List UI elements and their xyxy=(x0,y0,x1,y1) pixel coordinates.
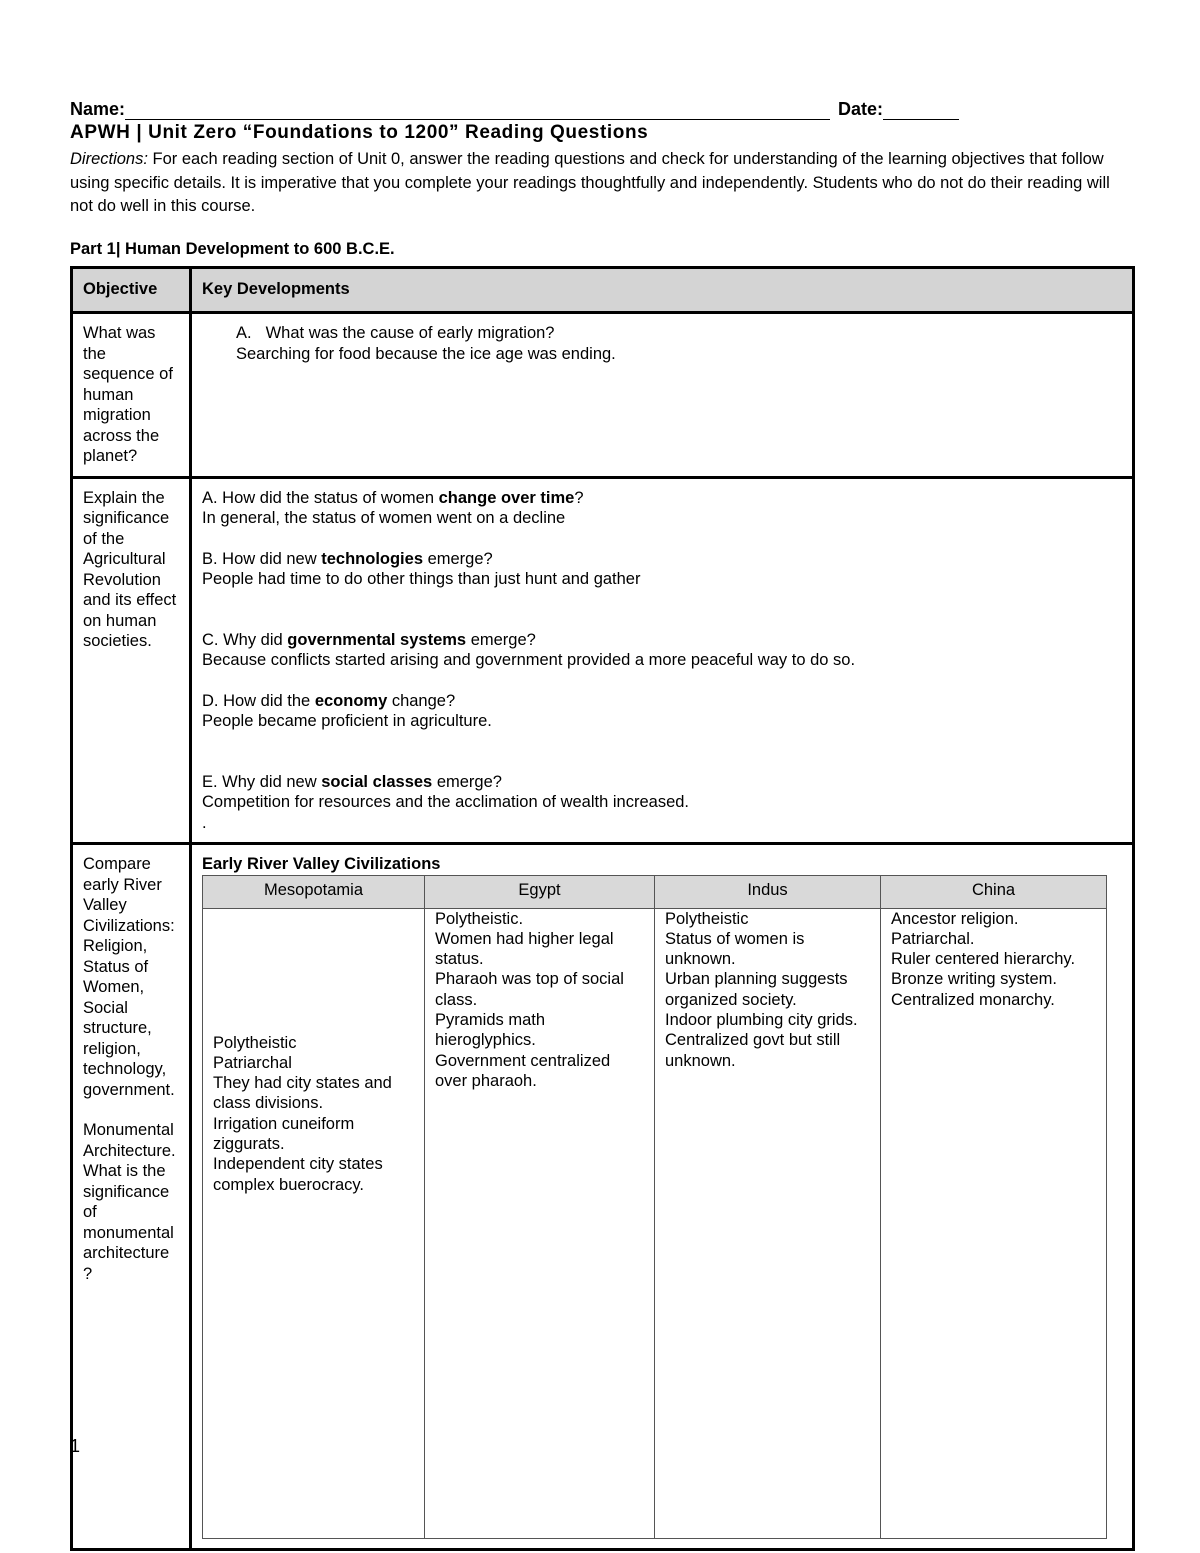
page-number: 1 xyxy=(70,1436,81,1456)
col-china-header: China xyxy=(881,875,1107,908)
objectives-table xyxy=(70,266,1135,1551)
worksheet-header xyxy=(70,94,1132,262)
table-header-row xyxy=(72,268,1134,313)
key-developments-cell[interactable] xyxy=(191,477,1134,844)
mesopotamia-notes[interactable]: Polytheistic Patriarchal They had city states and class divisions. Irrigation cuneiform ziggurats. Independent city states complex buerocracy. xyxy=(203,908,425,1538)
col-egypt-header: Egypt xyxy=(425,875,655,908)
directions-text: For each reading section of Unit 0, answer the reading questions and check for understanding of the learning objectives that follow using specific details. It is imperative that you complete your readings thoughtfully and independently. Students who do not do their reading will not do well in this course. xyxy=(70,150,1110,215)
name-field-line[interactable] xyxy=(125,101,830,120)
question-c: C. Why did governmental systems emerge? xyxy=(202,630,536,649)
china-notes[interactable]: Ancestor religion. Patriarchal. Ruler centered hierarchy. Bronze writing system. Centralized monarchy. xyxy=(881,908,1107,1538)
key-developments-cell xyxy=(191,844,1134,1550)
objective-text: What was the sequence of human migration across the planet? xyxy=(83,324,173,465)
part-title: Part 1| Human Development to 600 B.C.E. xyxy=(70,239,395,258)
objective-text-2: Monumental Architecture. What is the significance of monumental architecture ? xyxy=(83,1121,176,1283)
river-valley-title: Early River Valley Civilizations xyxy=(202,855,441,873)
col-objective-header: Objective xyxy=(72,268,191,313)
question-d: D. How did the economy change? xyxy=(202,691,456,710)
answer-a: In general, the status of women went on a decline xyxy=(202,509,566,527)
question-text: What was the cause of early migration? xyxy=(265,324,555,342)
name-date-line xyxy=(70,94,1132,120)
answer-a: Searching for food because the ice age was ending. xyxy=(236,344,616,363)
date-field-line[interactable] xyxy=(883,101,959,120)
col-indus-header: Indus xyxy=(655,875,881,908)
col-mesopotamia-header: Mesopotamia xyxy=(203,875,425,908)
civilizations-header-row xyxy=(203,875,1107,908)
key-developments-cell[interactable] xyxy=(191,313,1134,478)
answer-d: People became proficient in agriculture. xyxy=(202,712,492,730)
civilizations-table xyxy=(202,875,1107,1539)
objective-cell xyxy=(72,477,191,844)
objective-cell xyxy=(72,844,191,1550)
directions-lead: Directions: xyxy=(70,150,148,168)
table-row xyxy=(72,844,1134,1550)
table-row xyxy=(72,477,1134,844)
directions xyxy=(70,148,1132,219)
question-prefix: A. xyxy=(236,324,252,342)
question-e: E. Why did new social classes emerge? xyxy=(202,772,502,791)
civilizations-notes-row xyxy=(203,908,1107,1538)
question-a: A. How did the status of women change over time? xyxy=(202,488,584,507)
indus-notes[interactable]: Polytheistic Status of women is unknown. Urban planning suggests organized society. Indoor plumbing city grids. Centralized govt but still unknown. xyxy=(655,908,881,1538)
objective-text: Compare early River Valley Civilizations: Religion, Status of Women, Social structure, religion, technology, government. xyxy=(83,855,175,1099)
name-label: Name: xyxy=(70,99,126,119)
objective-cell xyxy=(72,313,191,478)
trailing-period: . xyxy=(202,813,207,832)
answer-b: People had time to do other things than just hunt and gather xyxy=(202,570,641,588)
objective-text: Explain the significance of the Agricultural Revolution and its effect on human societies. xyxy=(83,488,177,650)
date-label: Date: xyxy=(838,99,884,119)
answer-c: Because conflicts started arising and government provided a more peaceful way to do so. xyxy=(202,651,856,669)
question-b: B. How did new technologies emerge? xyxy=(202,549,493,568)
col-key-developments-header: Key Developments xyxy=(191,268,1134,313)
answer-e: Competition for resources and the acclimation of wealth increased. xyxy=(202,793,689,811)
table-row xyxy=(72,313,1134,478)
question-a xyxy=(202,323,1122,344)
page-title: APWH | Unit Zero “Foundations to 1200” Reading Questions xyxy=(70,122,649,143)
egypt-notes[interactable]: Polytheistic. Women had higher legal status. Pharaoh was top of social class. Pyramids math hieroglyphics. Government centralized over pharaoh. xyxy=(425,908,655,1538)
